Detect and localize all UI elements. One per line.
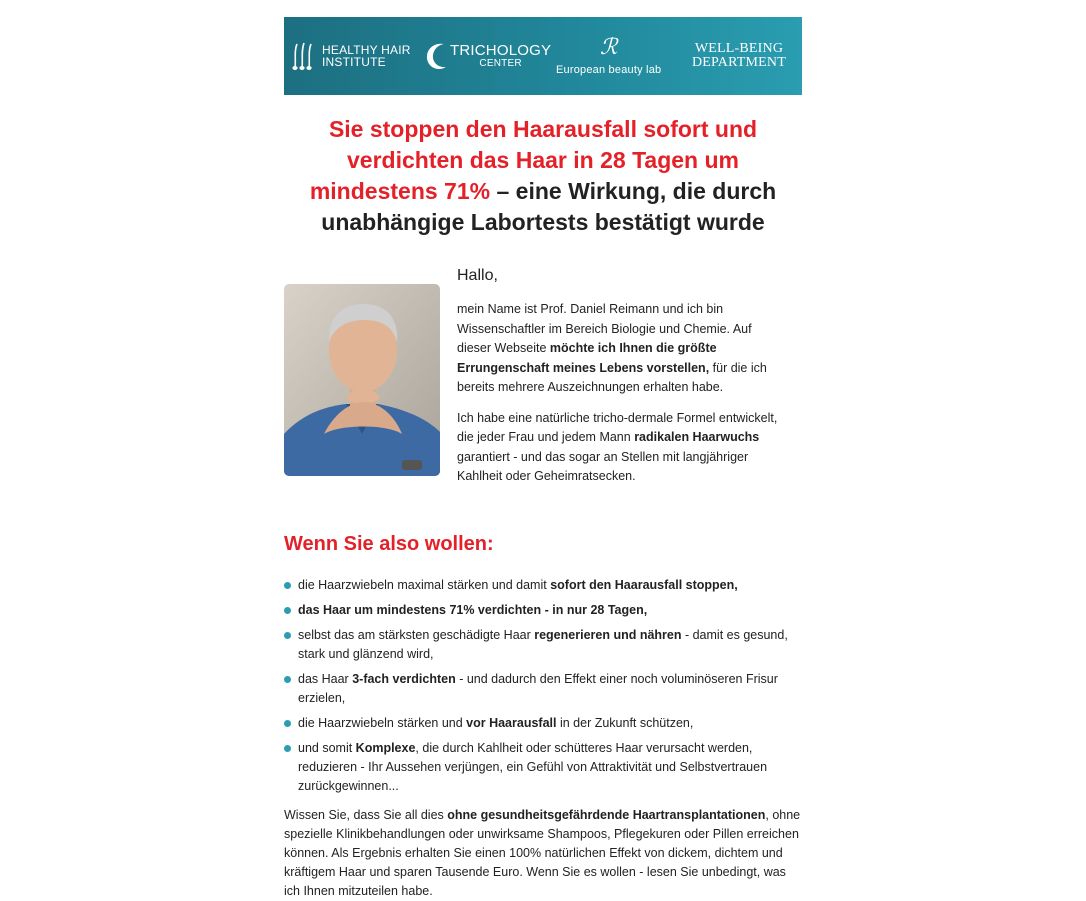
intro-emphasis-2: radikalen Haarwuchs (634, 430, 760, 444)
logo2-line1: TRICHOLOGY (450, 41, 552, 59)
greeting: Hallo, (457, 267, 498, 284)
logo4-line2: DEPARTMENT (692, 55, 786, 70)
list-item: die Haarzwiebeln maximal stärken und damit sofort den Haarausfall stoppen, (284, 576, 802, 595)
headline-rest: – eine Wirkung, die durch unabhängige Labortests bestätigt wurde (321, 178, 777, 235)
partner-logos-banner (284, 17, 802, 95)
logo1-line1: HEALTHY HAIR (322, 43, 411, 57)
crescent-swirl-icon (424, 40, 450, 72)
closing-emphasis: ohne gesundheitsgefährdende Haartransplantationen (447, 808, 766, 822)
section-title: Wenn Sie also wollen: (284, 533, 494, 555)
intro-emphasis-1: möchte ich Ihnen die größte Errungenschaft meines Lebens vorstellen, (457, 341, 717, 375)
closing-paragraph: Wissen Sie, dass Sie all dies ohne gesundheitsgefährdende Haartransplantationen, ohne spezielle Klinikbehandlungen oder unwirksame Shampoos, Pflegekuren oder Pillen erreichen können. Als Ergebnis erhalten Sie einen 100% natürlichen Effekt von dickem, dichtem und kräftigem Haar und sparen Tausende Euro. Wenn Sie es wollen - lesen Sie unbedingt, was ich Ihnen mitzuteilen habe. (284, 808, 801, 898)
logo2-line2: CENTER (479, 57, 522, 69)
healthy-hair-institute-logo (292, 17, 411, 95)
logo4-line1: WELL-BEING (694, 41, 784, 56)
intro-paragraph-2: Ich habe eine natürliche tricho-dermale Formel entwickelt, die jeder Frau und jedem Mann radikalen Haarwuchs garantiert - und das sogar an Stellen mit langjähriger Kahlheit oder Geheimratsecken. (457, 410, 778, 483)
logo3-text: European beauty lab (556, 64, 662, 76)
list-item: das Haar um mindestens 71% verdichten - in nur 28 Tagen, (284, 601, 802, 620)
logo1-line2: INSTITUTE (322, 55, 386, 69)
list-item: das Haar 3-fach verdichten - und dadurch den Effekt einer noch voluminöseren Frisur erzielen, (284, 670, 802, 708)
benefits-list (284, 576, 802, 796)
intro-text (457, 266, 787, 498)
article (284, 17, 802, 901)
hair-follicle-icon (292, 41, 318, 71)
headline-highlight: Sie stoppen den Haarausfall sofort und verdichten das Haar in 28 Tagen um mindestens 71% (309, 116, 758, 204)
european-beauty-lab-logo (556, 17, 661, 95)
author-intro (284, 266, 802, 498)
intro-paragraph-1: mein Name ist Prof. Daniel Reimann und ich bin Wissenschaftler im Bereich Biologie und Chemie. Auf dieser Webseite möchte ich Ihnen die größte Errungenschaft meines Lebens vorstellen, für die ich bereits mehrere Auszeichnungen erhalten habe. (457, 302, 767, 394)
well-being-department-logo (692, 17, 786, 95)
list-item: selbst das am stärksten geschädigte Haar regenerieren und nähren - damit es gesund, stark und glänzend wird, (284, 626, 802, 664)
trichology-center-logo (424, 17, 551, 95)
page-headline (284, 114, 802, 238)
list-item: und somit Komplexe, die durch Kahlheit oder schütteres Haar verursacht werden, reduzieren - Ihr Aussehen verjüngen, ein Gefühl von Attraktivität und Selbstvertrauen zurückgewinnen... (284, 739, 802, 796)
beauty-lab-monogram-icon: ℛ (599, 35, 618, 60)
author-photo (284, 284, 440, 476)
list-item: die Haarzwiebeln stärken und vor Haarausfall in der Zukunft schützen, (284, 714, 802, 733)
